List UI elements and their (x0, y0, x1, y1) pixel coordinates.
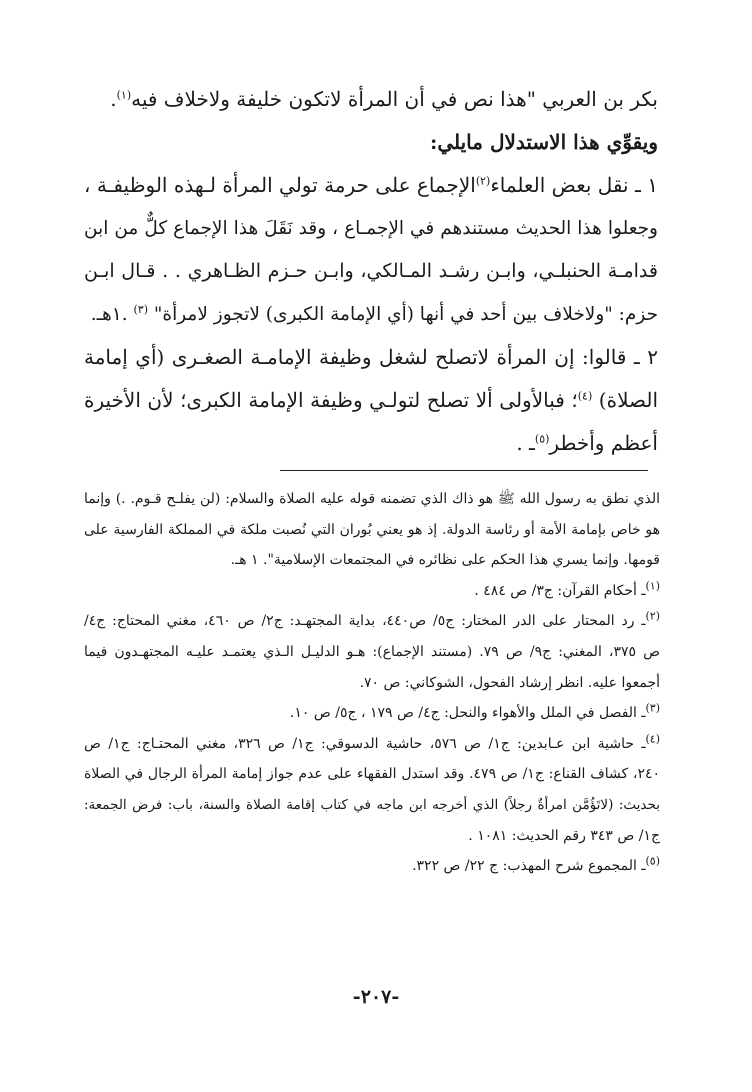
footnote-5 (84, 851, 660, 882)
footnote-line: الذي نطق به رسول الله ﷺ هو ذاك الذي تضمنه قوله عليه الصلاة والسلام: (لن يفلـح قـوم. .) وإنما (84, 491, 660, 507)
footnote-3 (84, 698, 660, 729)
footnote-line: أجمعوا عليه. انظر إرشاد الفحول، الشوكاني: ص ٧٠. (359, 674, 660, 691)
footnote-number: (٣) (645, 701, 660, 715)
footnote-line: ٢٤٠، كشاف القناع: ج١/ ص ٤٧٩. وقد استدل الفقهاء على عدم جواز إمامة المرأة الرجال في الصلاة (84, 766, 660, 783)
footnotes (84, 484, 660, 882)
footnote-line: بحديث: (لاتَؤُمَّن امرأةٌ رجلاً) الذي أخرجه ابن ماجه في كتاب إقامة الصلاة والسنة، باب: فرض الجمعة: (84, 796, 660, 813)
main-line-text: أعظم وأخطر (549, 431, 658, 455)
footnote-text: ـ أحكام القرآن: ج٣/ ص ٤٨٤ . (474, 582, 646, 599)
footnote-line: قومها. وإنما يسري هذا الحكم على نظائره في المجتمعات الإسلامية". ١ هـ. (230, 552, 660, 569)
footnote-number: (١) (645, 579, 660, 593)
footnote-line: هو خاص بإمامة الأمة أو رئاسة الدولة. إذ هو يعني بُوران التي نُصبت ملكة في المملكة الفارسية على (84, 521, 660, 538)
main-line (84, 78, 658, 121)
footnote-text: ـ حاشية ابن عـابدين: ج١/ ص ٥٧٦، حاشية الدسوقي: ج١/ ص ٣٢٦، مغني المحتـاج: ج١/ ص (84, 735, 646, 752)
main-line-text: . (110, 87, 117, 111)
main-line (84, 293, 658, 336)
footnote-ref: (٣) (133, 302, 148, 316)
main-line (84, 422, 658, 465)
footnote-2 (84, 606, 660, 637)
main-line-text: ؛ فبالأولى ألا تصلح لتولـي وظيفة الإمامة الكبرى؛ لأن الأخيرة (84, 388, 578, 412)
footnote-separator (280, 470, 648, 471)
footnote-ref: (٥) (534, 432, 550, 446)
footnote-ref: (٤) (577, 389, 593, 403)
footnote-number: (٢) (645, 609, 660, 623)
footnote-4 (84, 729, 660, 760)
footnote-ref: (٢) (475, 174, 491, 188)
footnote-text: ـ المجموع شرح المهذب: ج ٢٢/ ص ٣٢٢. (412, 858, 646, 875)
main-line: قدامـة الحنبلـي، وابـن رشـد المـالكي، وابـن حـزم الظـاهري . . قـال ابـن (84, 260, 658, 282)
main-line-text: .١هـ. (90, 304, 128, 325)
main-line (84, 379, 658, 422)
main-line-text: ١ ـ نقل بعض العلماء (490, 173, 658, 197)
main-line-text: ـ . (516, 431, 535, 455)
main-line: ٢ ـ قالوا: إن المرأة لاتصلح لشغل وظيفة الإمامـة الصغـرى (أي إمامة (84, 345, 658, 369)
footnote-text: ـ رد المحتار على الدر المختار: ج٥/ ص٤٤٠، بداية المجتهـد: ج٢/ ص ٤٦٠، مغني المحتاج: ج٤/ (84, 613, 646, 630)
main-line-text: بكر بن العربي "هذا نص في أن المرأة لاتكون خليفة ولاخلاف فيه (131, 87, 658, 111)
main-line-text: حزم: "ولاخلاف بين أحد في أنها (أي الإمامة الكبرى) لاتجوز لامرأة" (153, 304, 658, 325)
main-text (84, 78, 658, 465)
section-heading: ويقوِّي هذا الاستدلال مايلي: (429, 130, 658, 154)
footnote-line: ج١/ ص ٣٤٣ رقم الحديث: ١٠٨١ . (468, 827, 660, 844)
main-line-text: الصلاة) (598, 388, 658, 412)
main-line: وجعلوا هذا الحديث مستندهم في الإجمـاع ، وقد نَقَلَ هذا الإجماع كلٌّ من ابن (84, 218, 658, 239)
footnote-number: (٤) (645, 732, 660, 746)
footnote-number: (٥) (645, 854, 660, 868)
page-number: -٢٠٧- (352, 986, 400, 1008)
footnote-line: ص ٣٧٥، المغني: ج٩/ ص ٧٩. (مستند الإجماع): هـو الدليـل الـذي يعتمـد عليـه المجتهـدون فيما (84, 643, 660, 660)
main-line-text: الإجماع على حرمة تولي المرأة لـهذه الوظيفـة ، (84, 173, 476, 197)
footnote-ref: (١) (116, 88, 132, 102)
footnote-text: ـ الفصل في الملل والأهواء والنحل: ج٤/ ص ١٧٩ ، ج٥/ ص ١٠. (289, 705, 646, 722)
footnote-1 (84, 576, 660, 607)
main-line (84, 164, 658, 207)
